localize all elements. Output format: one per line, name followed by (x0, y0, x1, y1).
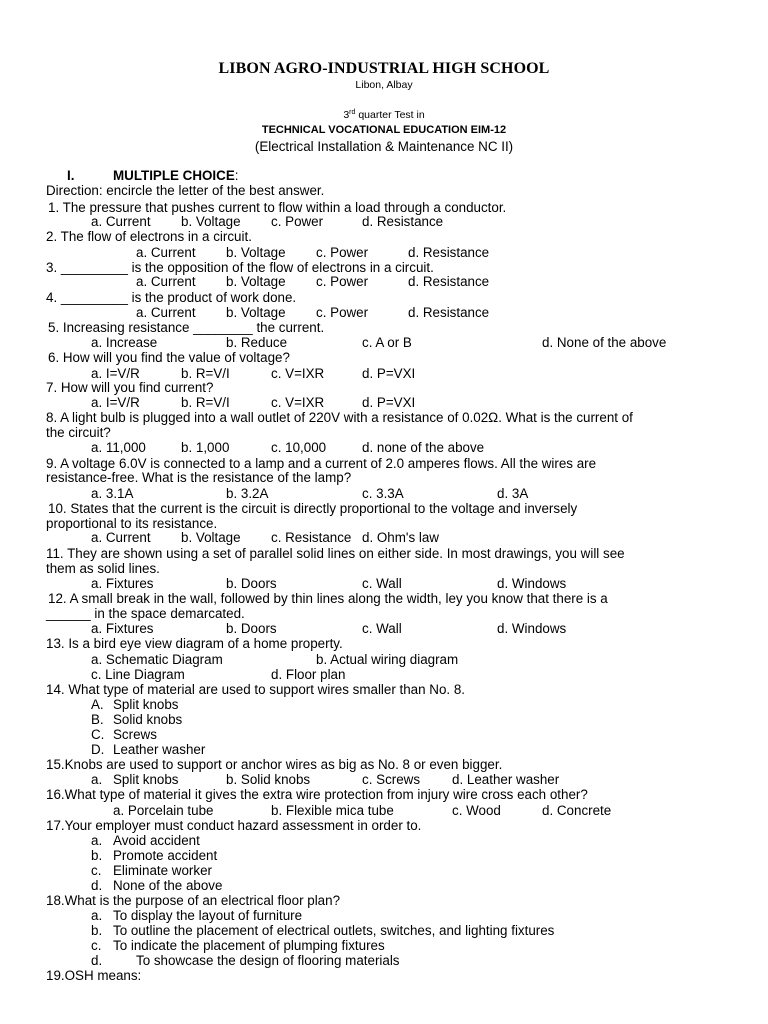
question-line: 10. States that the current is the circuit is directly proportional to the voltage and inversely (48, 501, 578, 516)
question-line: the circuit? (46, 425, 111, 440)
answer-choice: c. Power (316, 245, 369, 260)
question-line: 16.What type of material it gives the extra wire protection from injury wire cross each other? (46, 787, 588, 802)
question-line: proportional to its resistance. (46, 516, 218, 531)
answer-choice: b. Voltage (181, 530, 241, 545)
question-line: 15.Knobs are used to support or anchor wires as big as No. 8 or even bigger. (46, 757, 503, 772)
answer-choice: a. Porcelain tube (113, 803, 214, 818)
answer-choice: a. Current (136, 274, 196, 289)
answer-choice: b. Actual wiring diagram (316, 652, 459, 667)
answer-choice: c. Power (271, 214, 324, 229)
answer-choice: Split knobs (113, 697, 179, 712)
answer-choice: Leather washer (113, 742, 206, 757)
answer-choice: d. Resistance (408, 245, 490, 260)
answer-choice: b. Voltage (226, 245, 286, 260)
answer-choice: a. (91, 833, 103, 848)
answer-choice: b. 3.2A (226, 486, 269, 501)
question-line: 8. A light bulb is plugged into a wall outlet of 220V with a resistance of 0.02Ω. What is the current of (46, 410, 633, 425)
school-location: Libon, Albay (355, 79, 413, 91)
answer-choice: b. (91, 848, 103, 863)
answer-choice: a. Current (91, 530, 151, 545)
question-line: 6. How will you find the value of voltage? (48, 350, 290, 365)
answer-choice: c. V=IXR (271, 395, 325, 410)
answer-choice: c. (91, 863, 102, 878)
answer-choice: Screws (113, 727, 157, 742)
answer-choice: a. I=V/R (91, 395, 140, 410)
answer-choice: a. 3.1A (91, 486, 134, 501)
answer-choice: To display the layout of furniture (113, 908, 303, 923)
answer-choice: a. Fixtures (91, 621, 154, 636)
question-line: 4. _________ is the product of work done. (46, 290, 297, 305)
answer-choice: b. Doors (226, 576, 277, 591)
question-line: 12. A small break in the wall, followed by thin lines along the width, ley you know that there is a (48, 591, 608, 606)
answer-choice: c. Resistance (271, 530, 352, 545)
question-line: 9. A voltage 6.0V is connected to a lamp and a current of 2.0 amperes flows. All the wires are (46, 456, 597, 471)
answer-choice: c. A or B (362, 335, 412, 350)
section-title-text: MULTIPLE CHOICE (113, 168, 235, 183)
answer-choice: c. 10,000 (271, 440, 327, 455)
answer-choice: b. Voltage (226, 274, 286, 289)
question-line: 1. The pressure that pushes current to flow within a load through a conductor. (48, 200, 507, 215)
section-numeral: I. (67, 168, 75, 183)
answer-choice: a. (91, 772, 103, 787)
answer-choice: a. Increase (91, 335, 158, 350)
answer-choice: b. Flexible mica tube (271, 803, 394, 818)
answer-choice: a. Current (136, 305, 196, 320)
answer-choice: None of the above (113, 878, 223, 893)
answer-choice: d. (91, 878, 103, 893)
answer-choice: To outline the placement of electrical outlets, switches, and lighting fixtures (113, 923, 555, 938)
answer-choice: c. Wall (362, 576, 402, 591)
answer-choice: a. Fixtures (91, 576, 154, 591)
direction-text: Direction: encircle the letter of the best answer. (46, 183, 325, 198)
answer-choice: c. V=IXR (271, 366, 325, 381)
section-title (113, 168, 239, 183)
question-line: resistance-free. What is the resistance of the lamp? (46, 470, 352, 485)
answer-choice: To showcase the design of flooring materials (136, 953, 400, 968)
question-line: 2. The flow of electrons in a circuit. (46, 229, 252, 244)
answer-choice: b. Reduce (226, 335, 288, 350)
question-line: them as solid lines. (46, 561, 160, 576)
answer-choice: a. Schematic Diagram (91, 652, 223, 667)
answer-choice: b. Voltage (181, 214, 241, 229)
quarter-number: 3 (343, 109, 350, 121)
subject-subtitle: (Electrical Installation & Maintenance NC II) (254, 139, 514, 154)
answer-choice: b. Solid knobs (226, 772, 311, 787)
question-line: 19.OSH means: (46, 968, 142, 983)
answer-choice: d. 3A (497, 486, 529, 501)
answer-choice: Avoid accident (113, 833, 200, 848)
test-quarter-line (0, 109, 768, 121)
answer-choice: Eliminate worker (113, 863, 212, 878)
answer-choice: b. R=V/I (181, 395, 230, 410)
answer-choice: a. (91, 908, 103, 923)
answer-choice: a. I=V/R (91, 366, 140, 381)
answer-choice: c. 3.3A (362, 486, 404, 501)
answer-choice: b. R=V/I (181, 366, 230, 381)
answer-choice: c. Line Diagram (91, 667, 185, 682)
answer-choice: Split knobs (113, 772, 179, 787)
answer-choice: c. Wood (452, 803, 501, 818)
answer-choice: A. (91, 697, 104, 712)
subject-title: TECHNICAL VOCATIONAL EDUCATION EIM-12 (261, 124, 507, 136)
answer-choice: d. Concrete (542, 803, 612, 818)
answer-choice: D. (91, 742, 105, 757)
answer-choice: d. Ohm's law (362, 530, 439, 545)
question-line: 5. Increasing resistance ________ the current. (48, 320, 325, 335)
answer-choice: c. Power (316, 274, 369, 289)
answer-choice: d. none of the above (362, 440, 485, 455)
answer-choice: d. Floor plan (271, 667, 346, 682)
answer-choice: d. Leather washer (452, 772, 560, 787)
answer-choice: d. Resistance (362, 214, 444, 229)
question-line: 3. _________ is the opposition of the flow of electrons in a circuit. (46, 260, 434, 275)
answer-choice: b. (91, 923, 103, 938)
question-line: 7. How will you find current? (46, 380, 214, 395)
answer-choice: d. Windows (497, 576, 567, 591)
section-title-colon: : (234, 168, 239, 183)
answer-choice: b. Voltage (226, 305, 286, 320)
answer-choice: d. P=VXI (362, 395, 416, 410)
question-line: 18.What is the purpose of an electrical floor plan? (46, 893, 341, 908)
answer-choice: To indicate the placement of plumping fixtures (113, 938, 385, 953)
answer-choice: c. Power (316, 305, 369, 320)
answer-choice: d. Resistance (408, 274, 490, 289)
answer-choice: d. None of the above (542, 335, 667, 350)
answer-choice: b. 1,000 (181, 440, 230, 455)
question-line: ______ in the space demarcated. (46, 606, 245, 621)
answer-choice: d. Windows (497, 621, 567, 636)
question-line: 11. They are shown using a set of parallel solid lines on either side. In most drawings, you will see (46, 546, 625, 561)
answer-choice: a. 11,000 (91, 440, 146, 455)
answer-choice: d. (91, 953, 103, 968)
question-line: 17.Your employer must conduct hazard assessment in order to. (46, 818, 422, 833)
answer-choice: d. Resistance (408, 305, 490, 320)
answer-choice: Promote accident (113, 848, 218, 863)
answer-choice: c. Wall (362, 621, 402, 636)
answer-choice: c. Screws (362, 772, 421, 787)
answer-choice: C. (91, 727, 105, 742)
question-line: 14. What type of material are used to support wires smaller than No. 8. (46, 682, 466, 697)
question-line: 13. Is a bird eye view diagram of a home property. (46, 636, 343, 651)
quarter-test-label: quarter Test in (355, 109, 425, 121)
answer-choice: Solid knobs (113, 712, 183, 727)
answer-choice: b. Doors (226, 621, 277, 636)
school-name: LIBON AGRO-INDUSTRIAL HIGH SCHOOL (218, 60, 550, 77)
answer-choice: a. Current (136, 245, 196, 260)
answer-choice: d. P=VXI (362, 366, 416, 381)
quarter-ordinal-suffix: rd (349, 109, 356, 116)
answer-choice: B. (91, 712, 104, 727)
answer-choice: c. (91, 938, 102, 953)
answer-choice: a. Current (91, 214, 151, 229)
